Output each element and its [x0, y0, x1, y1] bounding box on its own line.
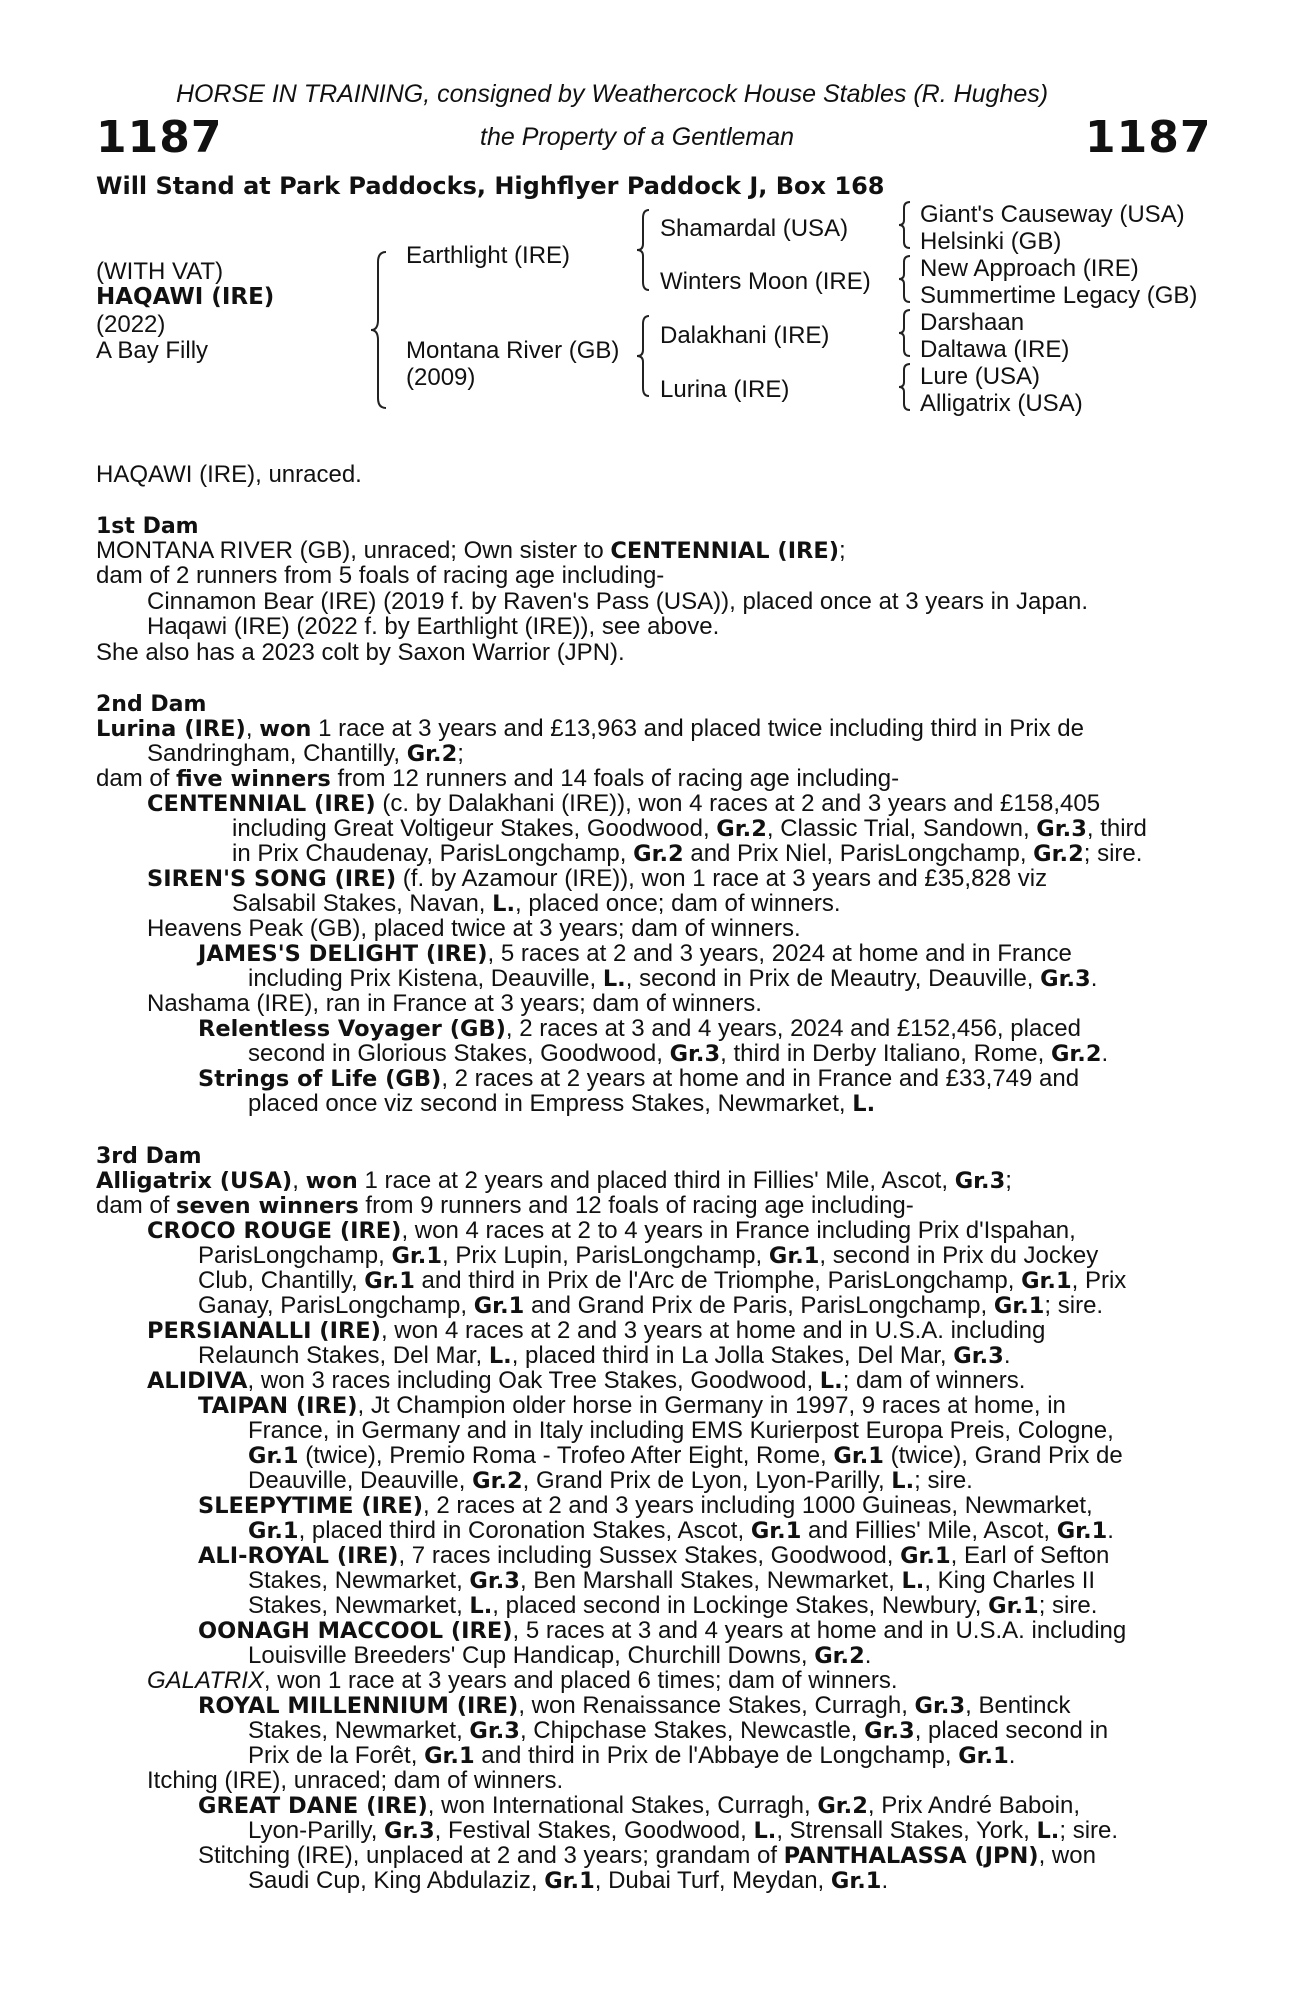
vat-label: (WITH VAT): [96, 258, 224, 285]
third-dam-produce-summary: dam of seven winners from 9 runners and 12 foals of racing age including-: [96, 1192, 914, 1219]
stitching-line-1: Stitching (IRE), unplaced at 2 and 3 years; grandam of PANTHALASSA (JPN), won: [198, 1842, 1096, 1869]
relentless-line-2: second in Glorious Stakes, Goodwood, Gr.3, third in Derby Italiano, Rome, Gr.2.: [248, 1040, 1109, 1067]
strings-line-2: placed once viz second in Empress Stakes, Newmarket, L.: [248, 1090, 876, 1117]
first-dam-line: MONTANA RIVER (GB), unraced; Own sister to CENTENNIAL (IRE);: [96, 537, 846, 564]
lot-number-right: 1187: [1085, 112, 1212, 163]
first-dam-foal-1: Cinnamon Bear (IRE) (2019 f. by Raven's Pass (USA)), placed once at 3 years in Japan.: [147, 588, 1089, 615]
relentless-line-1: Relentless Voyager (GB), 2 races at 3 and 4 years, 2024 and £152,456, placed: [198, 1015, 1081, 1042]
aliroyal-line-1: ALI-ROYAL (IRE), 7 races including Sussex Stakes, Goodwood, Gr.1, Earl of Sefton: [198, 1542, 1110, 1569]
centennial-line-1: CENTENNIAL (IRE) (c. by Dalakhani (IRE)), won 4 races at 2 and 3 years and £158,405: [147, 790, 1101, 817]
great-dane-line-2: Lyon-Parilly, Gr.3, Festival Stakes, Goodwood, L., Strensall Stakes, York, L.; sire.: [248, 1817, 1119, 1844]
pedigree-brace-dam: [634, 314, 654, 398]
itching-line: Itching (IRE), unraced; dam of winners.: [147, 1767, 564, 1794]
dam-sire: Dalakhani (IRE): [660, 322, 830, 349]
taipan-line-3: Gr.1 (twice), Premio Roma - Trofeo After Eight, Rome, Gr.1 (twice), Grand Prix de: [248, 1442, 1123, 1469]
pedigree-brace-3d: [896, 362, 914, 412]
royal-millennium-line-3: Prix de la Forêt, Gr.1 and third in Prix de l'Abbaye de Longchamp, Gr.1.: [248, 1742, 1016, 1769]
pedigree-brace-3b: [896, 254, 914, 304]
aliroyal-line-3: Stakes, Newmarket, L., placed second in Lockinge Stakes, Newbury, Gr.1; sire.: [248, 1592, 1098, 1619]
heavens-peak-line: Heavens Peak (GB), placed twice at 3 years; dam of winners.: [147, 915, 801, 942]
second-dam-line-2: Sandringham, Chantilly, Gr.2;: [147, 740, 464, 767]
sleepytime-line-2: Gr.1, placed third in Coronation Stakes, Ascot, Gr.1 and Fillies' Mile, Ascot, Gr.1.: [248, 1517, 1114, 1544]
taipan-line-1: TAIPAN (IRE), Jt Champion older horse in Germany in 1997, 9 races at home, in: [198, 1392, 1066, 1419]
sire-sire: Shamardal (USA): [660, 215, 849, 242]
siren-line-2: Salsabil Stakes, Navan, L., placed once; dam of winners.: [232, 890, 841, 917]
nashama-line: Nashama (IRE), ran in France at 3 years; dam of winners.: [147, 990, 762, 1017]
sire-dam: Winters Moon (IRE): [660, 268, 871, 295]
third-dam-heading: 3rd Dam: [96, 1144, 202, 1169]
pedigree-brace-main: [368, 250, 392, 410]
galatrix-line: GALATRIX, won 1 race at 3 years and placed 6 times; dam of winners.: [147, 1667, 898, 1694]
ped-ddd: Alligatrix (USA): [920, 390, 1083, 417]
ped-dsd: Daltawa (IRE): [920, 336, 1070, 363]
second-dam-produce-summary: dam of five winners from 12 runners and 14 foals of racing age including-: [96, 765, 900, 792]
taipan-line-2: France, in Germany and in Italy including EMS Kurierpost Europa Preis, Cologne,: [248, 1417, 1114, 1444]
great-dane-line-1: GREAT DANE (IRE), won International Stakes, Curragh, Gr.2, Prix André Baboin,: [198, 1792, 1081, 1819]
second-dam-line-1: Lurina (IRE), won 1 race at 3 years and £13,963 and placed twice including third in Prix de: [96, 715, 1084, 742]
aliroyal-line-2: Stakes, Newmarket, Gr.3, Ben Marshall Stakes, Newmarket, L., King Charles II: [248, 1567, 1096, 1594]
first-dam-heading: 1st Dam: [96, 514, 199, 539]
croco-line-2: ParisLongchamp, Gr.1, Prix Lupin, ParisLongchamp, Gr.1, second in Prix du Jockey: [198, 1242, 1099, 1269]
horse-year: (2022): [96, 311, 166, 338]
persianalli-line-2: Relaunch Stakes, Del Mar, L., placed third in La Jolla Stakes, Del Mar, Gr.3.: [198, 1342, 1011, 1369]
ped-sdd: Summertime Legacy (GB): [920, 282, 1198, 309]
pedigree-brace-3a: [896, 200, 914, 250]
pedigree-brace-3c: [896, 308, 914, 358]
horse-description: A Bay Filly: [96, 337, 209, 364]
croco-line-4: Ganay, ParisLongchamp, Gr.1 and Grand Prix de Paris, ParisLongchamp, Gr.1; sire.: [198, 1292, 1104, 1319]
dam-name: Montana River (GB): [406, 337, 620, 364]
first-dam-foal-2: Haqawi (IRE) (2022 f. by Earthlight (IRE)), see above.: [147, 613, 720, 640]
ped-ssd: Helsinki (GB): [920, 228, 1062, 255]
second-dam-heading: 2nd Dam: [96, 692, 207, 717]
royal-millennium-line-2: Stakes, Newmarket, Gr.3, Chipchase Stakes, Newcastle, Gr.3, placed second in: [248, 1717, 1109, 1744]
ped-sds: New Approach (IRE): [920, 255, 1139, 282]
centennial-line-3: in Prix Chaudenay, ParisLongchamp, Gr.2 and Prix Niel, ParisLongchamp, Gr.2; sire.: [232, 840, 1143, 867]
james-line-1: JAMES'S DELIGHT (IRE), 5 races at 2 and 3 years, 2024 at home and in France: [198, 940, 1072, 967]
lot-number-left: 1187: [96, 112, 223, 163]
ped-dds: Lure (USA): [920, 363, 1041, 390]
sire-name: Earthlight (IRE): [406, 242, 571, 269]
owner-subtitle: the Property of a Gentleman: [480, 123, 795, 151]
race-record: HAQAWI (IRE), unraced.: [96, 461, 362, 488]
stitching-line-2: Saudi Cup, King Abdulaziz, Gr.1, Dubai Turf, Meydan, Gr.1.: [248, 1867, 889, 1894]
oonagh-line-2: Louisville Breeders' Cup Handicap, Churchill Downs, Gr.2.: [248, 1642, 872, 1669]
dam-dam: Lurina (IRE): [660, 376, 790, 403]
first-dam-produce-summary: dam of 2 runners from 5 foals of racing age including-: [96, 562, 665, 589]
pedigree-brace-sire: [634, 208, 654, 292]
alidiva-line: ALIDIVA, won 3 races including Oak Tree Stakes, Goodwood, L.; dam of winners.: [147, 1367, 1026, 1394]
consignor-title: HORSE IN TRAINING, consigned by Weathercock House Stables (R. Hughes): [176, 80, 1049, 108]
third-dam-line-1: Alligatrix (USA), won 1 race at 2 years and placed third in Fillies' Mile, Ascot, Gr.3;: [96, 1167, 1012, 1194]
first-dam-note: She also has a 2023 colt by Saxon Warrior (JPN).: [96, 639, 625, 666]
taipan-line-4: Deauville, Deauville, Gr.2, Grand Prix de Lyon, Lyon-Parilly, L.; sire.: [248, 1467, 973, 1494]
royal-millennium-line-1: ROYAL MILLENNIUM (IRE), won Renaissance Stakes, Curragh, Gr.3, Bentinck: [198, 1692, 1071, 1719]
horse-name: HAQAWI (IRE): [96, 284, 275, 310]
centennial-line-2: including Great Voltigeur Stakes, Goodwood, Gr.2, Classic Trial, Sandown, Gr.3, third: [232, 815, 1147, 842]
croco-line-1: CROCO ROUGE (IRE), won 4 races at 2 to 4 years in France including Prix d'Ispahan,: [147, 1217, 1076, 1244]
croco-line-3: Club, Chantilly, Gr.1 and third in Prix de l'Arc de Triomphe, ParisLongchamp, Gr.1, Prix: [198, 1267, 1127, 1294]
dam-year: (2009): [406, 364, 476, 391]
stable-location: Will Stand at Park Paddocks, Highflyer Paddock J, Box 168: [96, 172, 885, 200]
james-line-2: including Prix Kistena, Deauville, L., second in Prix de Meautry, Deauville, Gr.3.: [248, 965, 1098, 992]
ped-dss: Darshaan: [920, 309, 1025, 336]
siren-line-1: SIREN'S SONG (IRE) (f. by Azamour (IRE)), won 1 race at 3 years and £35,828 viz: [147, 865, 1048, 892]
ped-sss: Giant's Causeway (USA): [920, 201, 1185, 228]
persianalli-line-1: PERSIANALLI (IRE), won 4 races at 2 and 3 years at home and in U.S.A. including: [147, 1317, 1046, 1344]
strings-line-1: Strings of Life (GB), 2 races at 2 years at home and in France and £33,749 and: [198, 1065, 1080, 1092]
sleepytime-line-1: SLEEPYTIME (IRE), 2 races at 2 and 3 years including 1000 Guineas, Newmarket,: [198, 1492, 1093, 1519]
oonagh-line-1: OONAGH MACCOOL (IRE), 5 races at 3 and 4 years at home and in U.S.A. including: [198, 1617, 1127, 1644]
